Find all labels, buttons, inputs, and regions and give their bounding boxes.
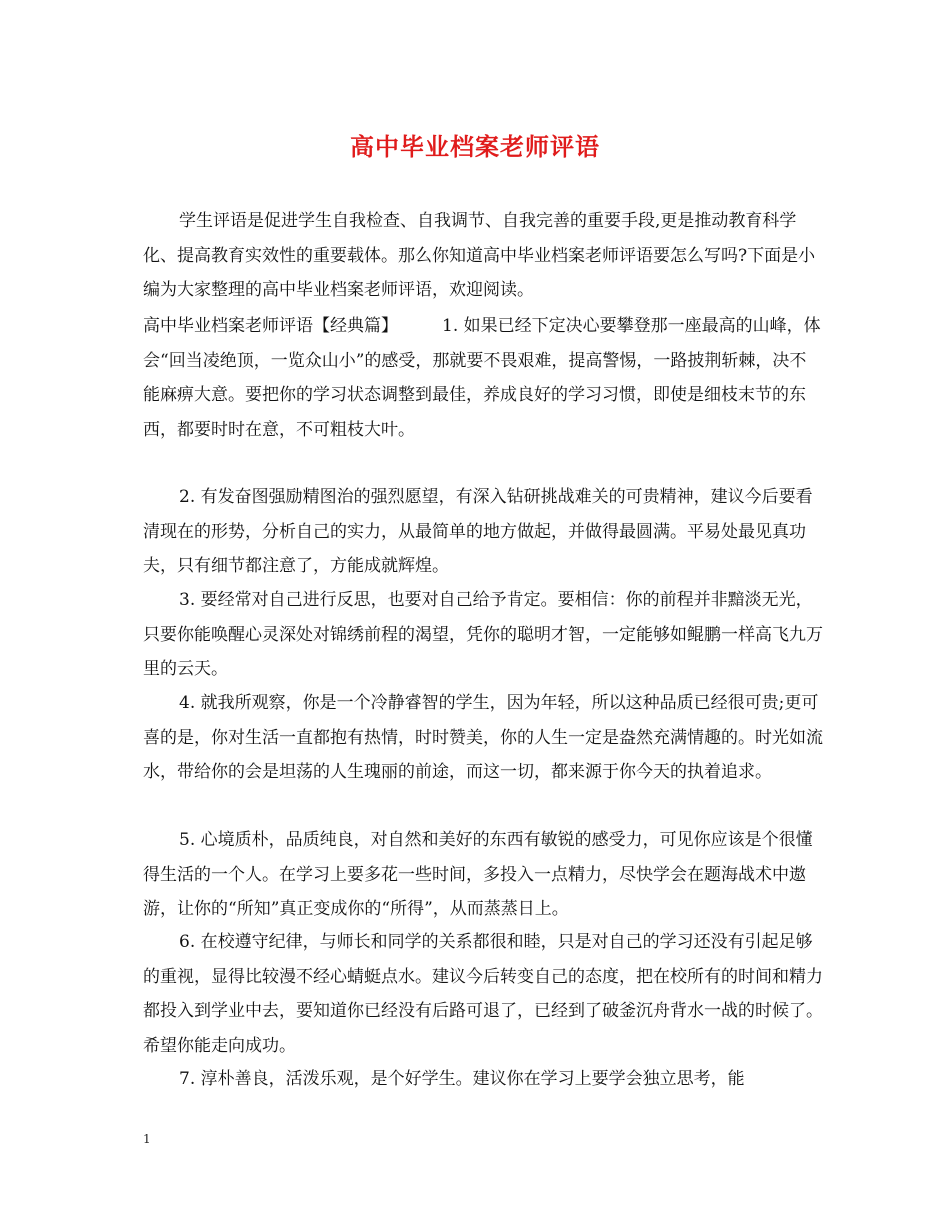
- list-item-6: 6. 在校遵守纪律，与师长和同学的关系都很和睦，只是对自己的学习还没有引起足够的重视，显得比较漫不经心蜻蜓点水。建议今后转变自己的态度，把在校所有的时间和精力都投入到学业中去，要知道你已经没有后路可退了，已经到了破釜沉舟背水一战的时候了。希望你能走向成功。: [143, 932, 823, 1056]
- list-item-5: 5. 心境质朴，品质纯良，对自然和美好的东西有敏锐的感受力，可见你应该是个很懂得生活的一个人。在学习上要多花一些时间，多投入一点精力，尽快学会在题海战术中遨游，让你的“所知”真正变成你的“所得”，从而蒸蒸日上。: [143, 830, 813, 919]
- list-item-1: 1. 如果已经下定决心要攀登那一座最高的山峰，体会“回当凌绝顶，一览众山小”的感受，那就要不畏艰难，提高警惕，一路披荆斩棘，决不能麻痹大意。要把你的学习状态调整到最佳，养成良好的学习习惯，即使是细枝末节的东西，都要时时在意，不可粗枝大叶。: [143, 316, 821, 440]
- section-paragraph-1: [143, 309, 823, 447]
- list-item-4: 4. 就我所观察，你是一个冷静睿智的学生，因为年轻，所以这种品质已经很可贵;更可喜的是，你对生活一直都抱有热情，时时赞美，你的人生一定是盎然充满情趣的。时光如流水，带给你的会是坦荡的人生瑰丽的前途，而这一切，都来源于你今天的执着追求。: [143, 693, 823, 782]
- page-title: 高中毕业档案老师评语: [350, 132, 600, 161]
- intro-paragraph: 学生评语是促进学生自我检查、自我调节、自我完善的重要手段,更是推动教育科学化、提高教育实效性的重要载体。那么你知道高中毕业档案老师评语要怎么写吗?下面是小编为大家整理的高中毕业档案老师评语，欢迎阅读。: [143, 211, 816, 300]
- list-item-3: 3. 要经常对自己进行反思，也要对自己给予肯定。要相信：你的前程并非黯淡无光，只要你能唤醒心灵深处对锦绣前程的渴望，凭你的聪明才智，一定能够如鲲鹏一样高飞九万里的云天。: [143, 590, 823, 679]
- list-item-2: 2. 有发奋图强励精图治的强烈愿望，有深入钻研挑战难关的可贵精神，建议今后要看清现在的形势，分析自己的实力，从最简单的地方做起，并做得最圆满。平易处最见真功夫，只有细节都注意了，方能成就辉煌。: [143, 487, 813, 576]
- section-heading: 高中毕业档案老师评语【经典篇】: [143, 316, 398, 336]
- list-item-7: 7. 淳朴善良，活泼乐观，是个好学生。建议你在学习上要学会独立思考，能: [179, 1069, 745, 1089]
- page-number: 1: [143, 1132, 151, 1146]
